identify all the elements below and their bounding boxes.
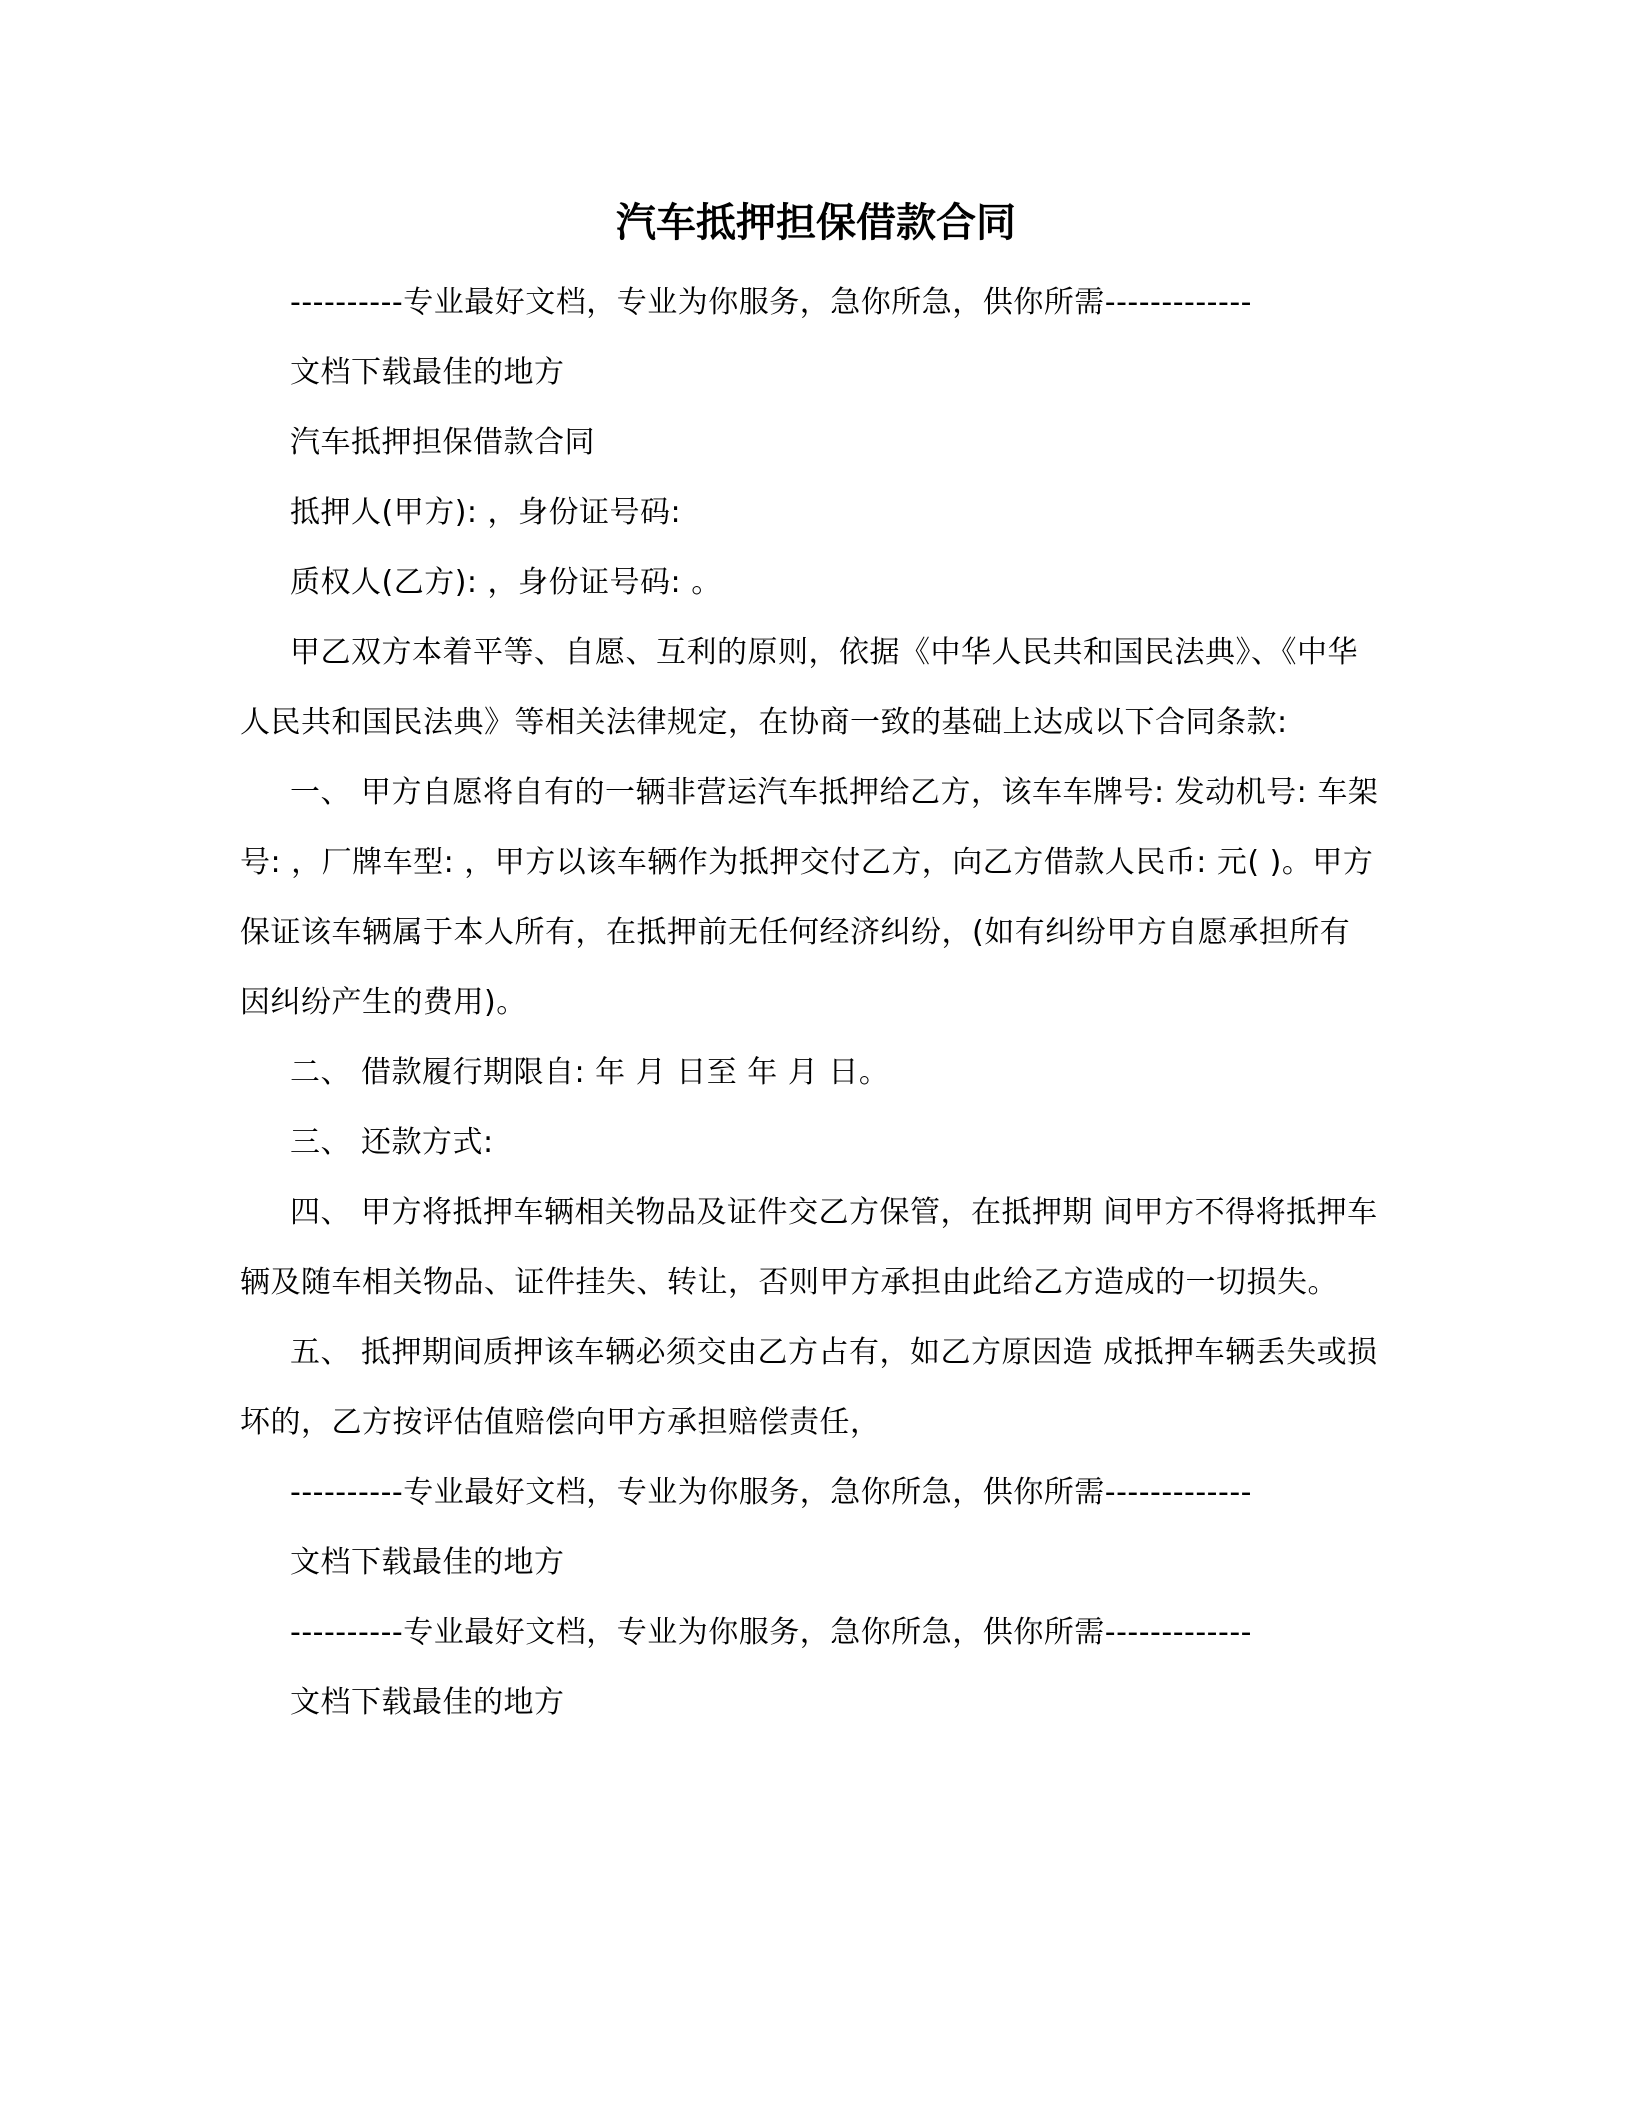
document-body: [240, 268, 1380, 1738]
document-title: 汽车抵押担保借款合同: [616, 200, 1016, 246]
clause-3: 三、 还款方式:: [290, 1125, 494, 1160]
watermark-subline: 文档下载最佳的地方: [290, 1545, 565, 1580]
watermark-subline: 文档下载最佳的地方: [290, 355, 565, 390]
watermark-line: ----------专业最好文档，专业为你服务，急你所急，供你所需-------------: [290, 285, 1252, 320]
watermark-line: ----------专业最好文档，专业为你服务，急你所急，供你所需-------------: [290, 1615, 1252, 1650]
pledgee-line: 质权人(乙方): ，身份证号码: 。: [290, 565, 722, 600]
clause-5: 五、 抵押期间质押该车辆必须交由乙方占有，如乙方原因造 成抵押车辆丢失或损坏的，乙方按评估值赔偿向甲方承担赔偿责任，: [240, 1335, 1378, 1440]
preamble-paragraph: 甲乙双方本着平等、自愿、互利的原则，依据《中华人民共和国民法典》、《中华人民共和国民法典》等相关法律规定，在协商一致的基础上达成以下合同条款:: [240, 635, 1358, 740]
clause-4: 四、 甲方将抵押车辆相关物品及证件交乙方保管，在抵押期 间甲方不得将抵押车辆及随车相关物品、证件挂失、转让，否则甲方承担由此给乙方造成的一切损失。: [240, 1195, 1378, 1300]
contract-heading: 汽车抵押担保借款合同: [290, 425, 595, 460]
clause-2: 二、 借款履行期限自: 年 月 日至 年 月 日。: [290, 1055, 890, 1090]
clause-1: 一、 甲方自愿将自有的一辆非营运汽车抵押给乙方，该车车牌号: 发动机号: 车架号: ，厂牌车型: ，甲方以该车辆作为抵押交付乙方，向乙方借款人民币: 元( )。甲方保证该车辆属于本人所有，在抵押前无任何经济纠纷，(如有纠纷甲方自愿承担所有因纠纷产生的费用)。: [240, 775, 1379, 1020]
watermark-line: ----------专业最好文档，专业为你服务，急你所急，供你所需-------------: [290, 1475, 1252, 1510]
watermark-subline: 文档下载最佳的地方: [290, 1685, 565, 1720]
mortgagor-line: 抵押人(甲方): ，身份证号码:: [290, 495, 682, 530]
